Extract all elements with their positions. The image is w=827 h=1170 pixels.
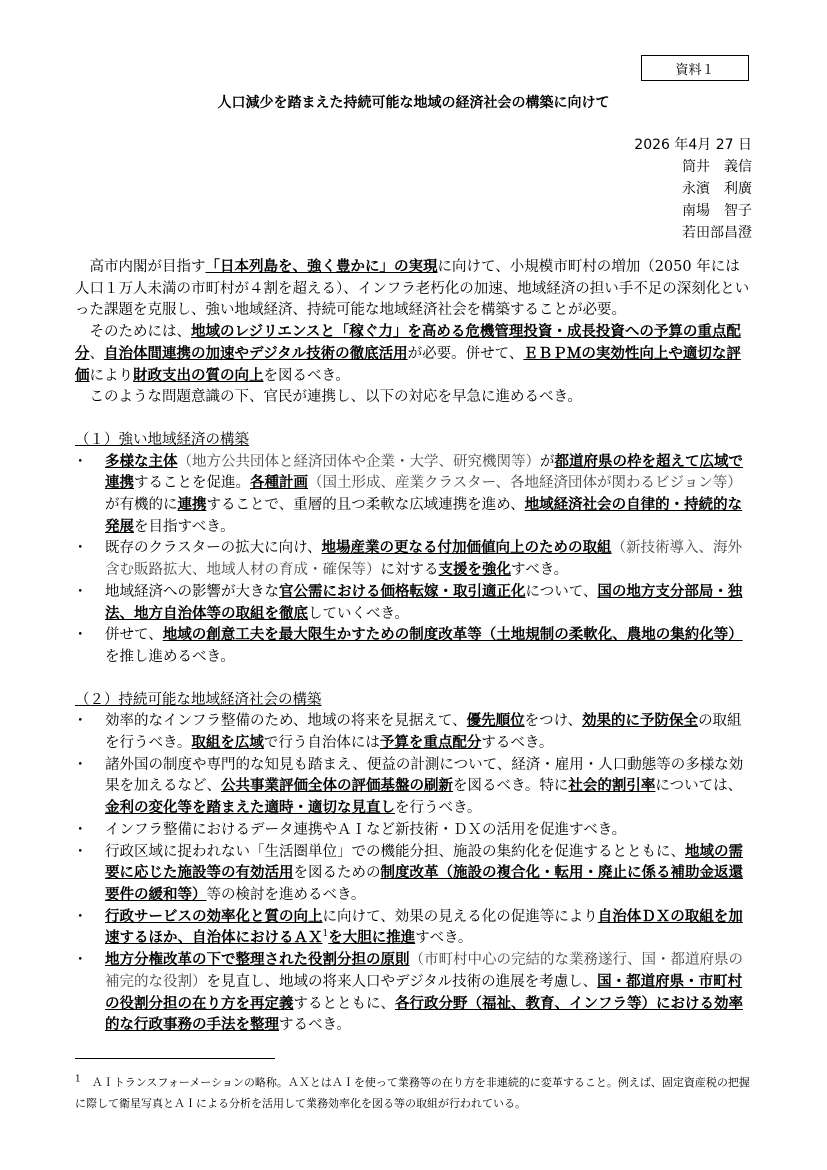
emphasis-text: 地場産業の更なる付加価値向上のための取組 bbox=[321, 540, 612, 557]
text-run: （地方公共団体と経済団体や企業・大学、研究機関等） bbox=[177, 453, 540, 470]
document-label: 資料１ bbox=[675, 62, 715, 78]
emphasis-text: 支援を強化 bbox=[438, 562, 511, 579]
emphasis-text: 公共事業評価全体の評価基盤の刷新 bbox=[221, 778, 453, 795]
text-run: については、 bbox=[655, 778, 743, 795]
text-run: するとともに、 bbox=[293, 995, 395, 1012]
author: 筒井 義信 bbox=[682, 159, 752, 175]
list-item bbox=[75, 538, 752, 581]
text-run: について、 bbox=[525, 583, 598, 600]
emphasis-text: を大胆に推進 bbox=[328, 930, 416, 947]
emphasis-text: 各行政分野（福祉、教育、インフラ等）における効率的な行政事務の手法を整理 bbox=[105, 995, 743, 1034]
emphasis-text: 金利の変化等を踏まえた適時・適切な見直し bbox=[105, 800, 395, 817]
emphasis-text: 連携 bbox=[177, 497, 207, 514]
text-run: 既存のクラスターの拡大に向け、 bbox=[105, 540, 322, 557]
text-run: そのためには、 bbox=[89, 324, 191, 341]
text-run: を行うべき。 bbox=[395, 800, 482, 817]
text-run: 等の検討を進めるべき。 bbox=[206, 886, 366, 903]
list-item bbox=[75, 452, 752, 539]
section-heading bbox=[75, 430, 752, 452]
document-date: 2026 年4月 27 日 bbox=[634, 137, 752, 153]
document-label-box bbox=[641, 55, 749, 81]
intro-paragraph: このような問題意識の下、官民が連携し、以下の対応を早急に進めるべき。 bbox=[89, 389, 582, 406]
emphasis-text: 官公需における価格転嫁・取引適正化 bbox=[279, 583, 526, 600]
text-run: （新技術導入、海外含む販路拡大、地域人材の育成・確保等） bbox=[105, 540, 742, 579]
emphasis-text: 多様な主体 bbox=[105, 453, 178, 470]
list-item bbox=[75, 820, 752, 842]
list-item bbox=[75, 907, 752, 950]
emphasis-text: 地域の需要に応じた施設等の有効活用 bbox=[105, 843, 743, 882]
text-run: していくべき。 bbox=[308, 605, 409, 622]
text-run: することを促進。 bbox=[134, 475, 250, 492]
text-run: 併せて、 bbox=[105, 627, 163, 644]
footnote bbox=[75, 1072, 755, 1114]
emphasis-text: 財政支出の質の向上 bbox=[133, 367, 264, 384]
text-run: （市町村中心の完結的な業務遂行、国・都道府県の補完的な役割） bbox=[105, 952, 743, 990]
emphasis-text: 行政サービスの効率化と質の向上 bbox=[105, 908, 323, 925]
text-run: （国土形成、産業クラスター、各地経済団体が関わるビジョン等） bbox=[308, 475, 742, 492]
emphasis-text: 都道府県の枠を超えて広域で連携 bbox=[105, 453, 743, 492]
text-run: すべき。 bbox=[415, 930, 473, 947]
emphasis-text: 制度改革（施設の複合化・転用・廃止に係る補助金返還要件の緩和等） bbox=[105, 865, 743, 903]
document-title: 人口減少を踏まえた持続可能な地域の経済社会の構築に向けて bbox=[217, 95, 610, 111]
footnote-divider bbox=[75, 1058, 275, 1059]
document-meta bbox=[634, 134, 752, 244]
text-run: により bbox=[89, 367, 133, 384]
text-run: を図るべき。特に bbox=[453, 778, 569, 795]
text-run: を図るべき。 bbox=[263, 367, 350, 384]
section-heading bbox=[75, 690, 752, 712]
emphasis-text: 効果的に予防保全 bbox=[582, 713, 699, 730]
emphasis-text: 社会的割引率 bbox=[568, 778, 656, 795]
text-run: が必要。併せて、 bbox=[407, 345, 524, 362]
text-run: 、 bbox=[89, 345, 104, 362]
section-heading-text: （２）持続可能な地域経済社会の構築 bbox=[75, 691, 322, 708]
list-item bbox=[75, 842, 752, 907]
emphasis-text: 地域の創意工夫を最大限生かすための制度改革等（土地規制の柔軟化、農地の集約化等） bbox=[162, 627, 743, 644]
text-run: 地域経済への影響が大きな bbox=[105, 583, 279, 600]
list-item bbox=[75, 755, 752, 820]
emphasis-text: 国・都道府県・市町村の役割分担の在り方を再定義 bbox=[105, 973, 743, 1012]
footnote-text: ＡＩトランスフォーメーションの略称。ＡＸとはＡＩを使って業務等の在り方を非連続的に変革すること。例えば、固定資産税の把握に際して衛星写真とＡＩによる分析を活用して業務効率化を図る等の取組が行われている。 bbox=[75, 1076, 750, 1110]
author: 若田部昌澄 bbox=[682, 225, 752, 241]
text-run: することで、重層的且つ柔軟な広域連携を進め、 bbox=[206, 497, 525, 514]
text-run: に向けて、小規模市町村の増加（2050 年には人口１万人未満の市町村が４割を超える）、インフラ老朽化の加速、地域経済の担い手不足の深刻化といった課題を克服し、強い地域経済、持続可能な地域経済社会を構築することが必要。 bbox=[75, 259, 750, 319]
text-run: に向けて、効果の見える化の促進等により bbox=[322, 908, 598, 925]
section-list bbox=[75, 452, 752, 669]
emphasis-text: 自治体間連携の加速やデジタル技術の徹底活用 bbox=[104, 345, 408, 362]
text-run: を図るための bbox=[293, 865, 381, 882]
document-body bbox=[75, 257, 752, 1037]
emphasis-text: 地域経済社会の自律的・持続的な発展 bbox=[105, 497, 743, 535]
text-run: すべき。 bbox=[511, 562, 569, 579]
text-run: 諸外国の制度や専門的な知見も踏まえ、便益の計測について、経済・雇用・人口動態等の多様な効果を加えるなど、 bbox=[105, 756, 744, 795]
text-run: するべき。 bbox=[481, 735, 554, 752]
emphasis-text: 地方分権改革の下で整理された役割分担の原則 bbox=[105, 952, 410, 969]
footnote-reference: 1 bbox=[322, 929, 329, 940]
author: 永濱 利廣 bbox=[682, 181, 752, 197]
text-run: の取組を行うべき。 bbox=[105, 713, 742, 752]
emphasis-text: ＥＢＰＭの実効性向上や適切な評価 bbox=[75, 345, 741, 384]
list-item bbox=[75, 711, 752, 754]
emphasis-text: 自治体ＤＸの取組を加速するほか、自治体におけるＡＸ bbox=[105, 908, 743, 947]
text-run: が有機的に bbox=[105, 497, 178, 514]
text-run: に対する bbox=[380, 562, 439, 579]
text-run: をつけ、 bbox=[524, 713, 583, 730]
text-run: 効率的なインフラ整備のため、地域の将来を見据えて、 bbox=[105, 713, 467, 730]
text-run: で行う自治体には bbox=[263, 735, 380, 752]
text-run: が bbox=[540, 453, 555, 470]
list-item bbox=[75, 950, 752, 1037]
text-run: を推し進めるべき。 bbox=[105, 648, 235, 665]
emphasis-text: 各種計画 bbox=[250, 475, 308, 492]
author: 南場 智子 bbox=[682, 203, 752, 219]
emphasis-text: 「日本列島を、強く豊かに」の実現 bbox=[205, 259, 438, 275]
emphasis-text: 取組を広域 bbox=[191, 735, 264, 752]
text-run: するべき。 bbox=[279, 1017, 351, 1034]
intro-paragraph bbox=[75, 322, 752, 387]
list-item bbox=[75, 582, 752, 625]
list-item bbox=[75, 625, 752, 668]
emphasis-text: 予算を重点配分 bbox=[379, 735, 482, 752]
section-heading-text: （１）強い地域経済の構築 bbox=[75, 431, 249, 448]
text-run: 高市内閣が目指す bbox=[89, 259, 206, 275]
text-run: を見直し、地域の将来人口やデジタル技術の進展を考慮し、 bbox=[206, 973, 598, 990]
emphasis-text: 国の地方支分部局・独法、地方自治体等の取組を徹底 bbox=[105, 583, 743, 622]
section-list bbox=[75, 711, 752, 1037]
text-run: を目指すべき。 bbox=[134, 518, 235, 535]
text-run: 行政区域に捉われない「生活圏単位」での機能分担、施設の集約化を促進するとともに、 bbox=[105, 843, 685, 860]
emphasis-text: 地域のレジリエンスと「稼ぐ力」を高める危機管理投資・成長投資への予算の重点配分 bbox=[75, 324, 741, 362]
text-run: インフラ整備におけるデータ連携やＡＩなど新技術・ＤＸの活用を促進すべき。 bbox=[105, 821, 627, 838]
emphasis-text: 優先順位 bbox=[466, 713, 525, 730]
footnote-number: 1 bbox=[75, 1074, 81, 1085]
intro-paragraph bbox=[75, 257, 752, 322]
